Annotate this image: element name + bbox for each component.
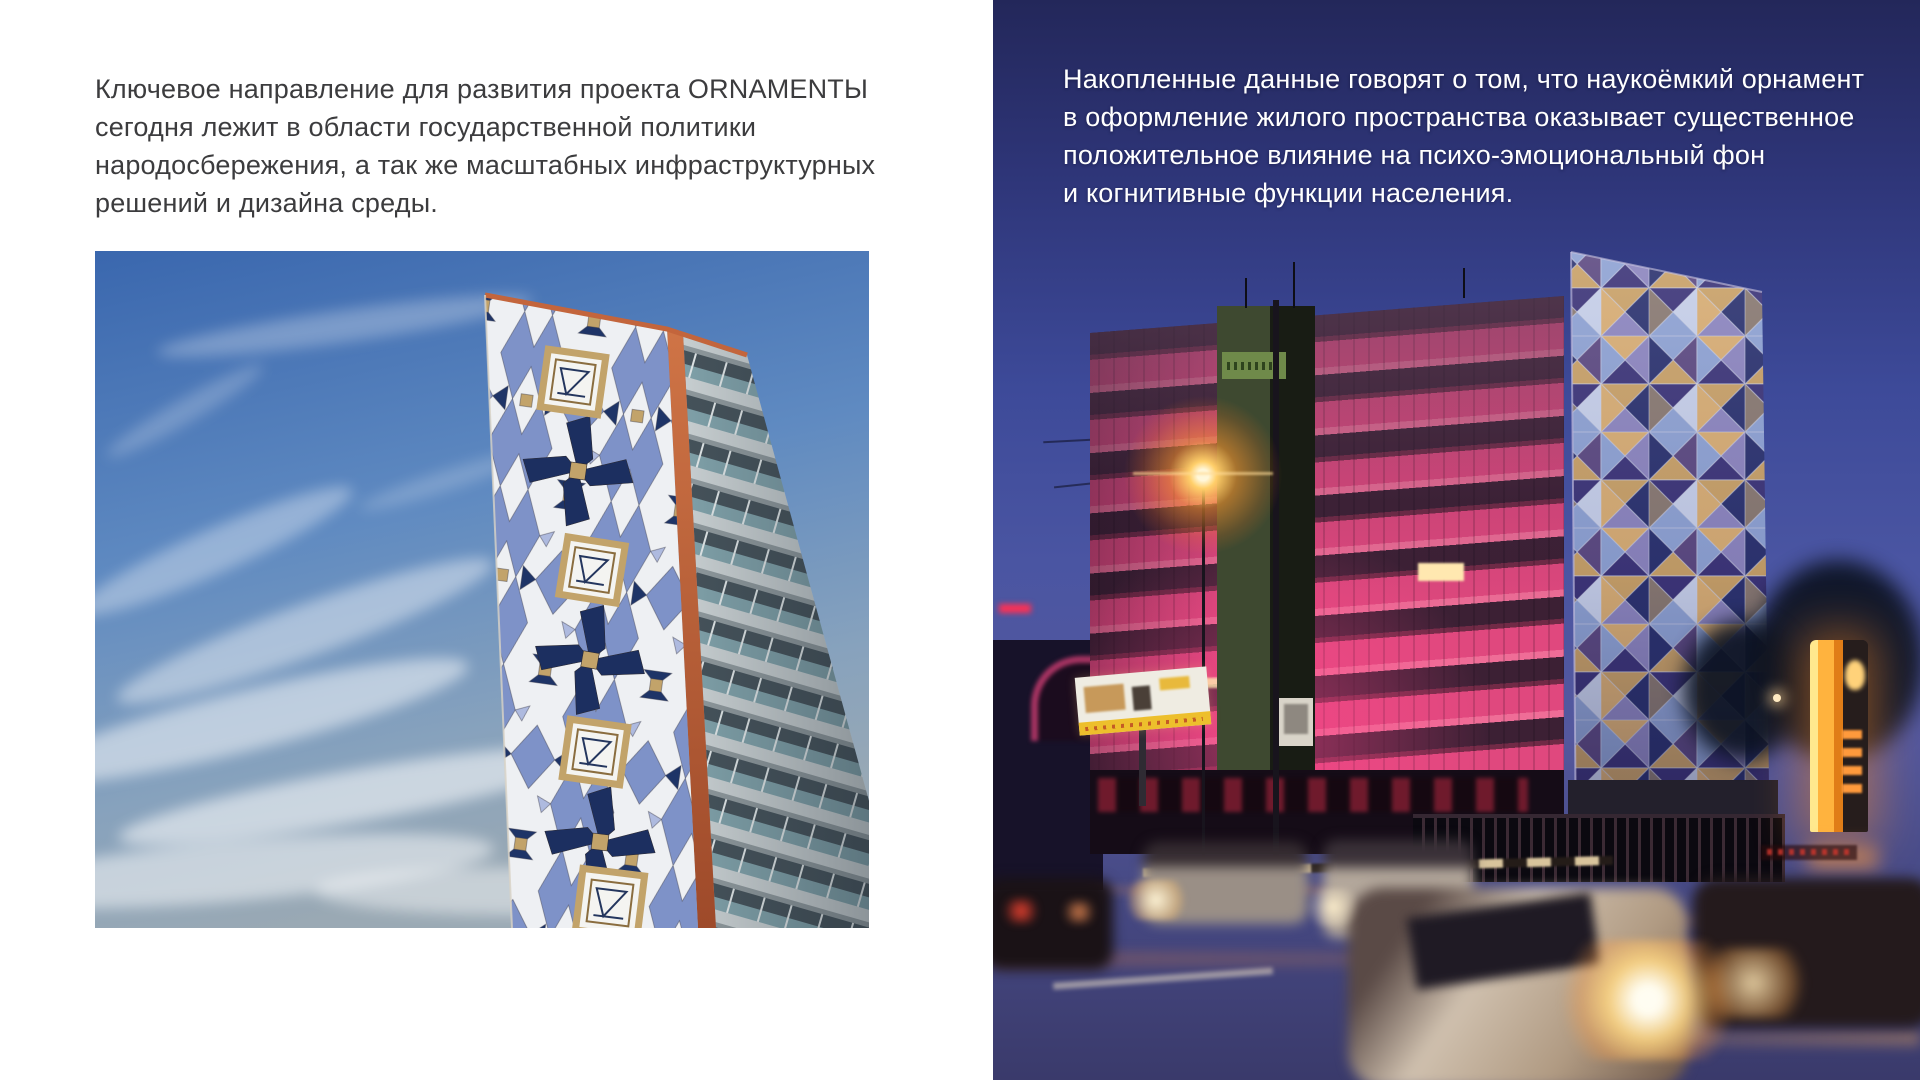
billboard-pole — [1139, 728, 1146, 806]
pylon-price-row — [1842, 730, 1862, 739]
street-lamp-glow — [1123, 395, 1283, 555]
pylon-price-row — [1842, 748, 1862, 757]
small-billboard — [1279, 698, 1313, 746]
pylon-price-row — [1842, 784, 1862, 793]
day-photo-illustration — [95, 251, 869, 928]
taillight-glow — [1059, 900, 1099, 924]
day-photo-ornament-building — [95, 251, 869, 928]
pylon-flame-logo — [1845, 660, 1865, 690]
red-neon-sign — [999, 604, 1031, 613]
paragraph-line: решений и дизайна среды. — [95, 188, 439, 218]
lamp-flare — [1133, 472, 1273, 475]
billboard — [1075, 666, 1212, 735]
paragraph-line: в оформление жилого пространства оказывает существенное — [1063, 102, 1855, 132]
antenna — [1463, 268, 1465, 298]
antenna — [1293, 262, 1295, 308]
paragraph-line: Накопленные данные говорят о том, что наукоёмкий орнамент — [1063, 64, 1865, 94]
ground-floor-windows — [1098, 778, 1528, 812]
concrete-pole — [1273, 300, 1279, 885]
pylon-price-row — [1842, 766, 1862, 775]
taillight-glow — [999, 898, 1043, 924]
night-photo-ornament-building — [993, 0, 1920, 1080]
paragraph-line: Ключевое направление для развития проекта ORNAMENTЫ — [95, 74, 869, 104]
headlight-glow — [1693, 948, 1813, 1018]
billboard-image — [1084, 684, 1126, 713]
distant-streetlight — [1773, 694, 1781, 702]
billboard-logo — [1159, 676, 1190, 691]
left-paragraph — [95, 70, 875, 222]
paragraph-line: сегодня лежит в области государственной политики — [95, 112, 757, 142]
billboard-image — [1132, 685, 1152, 710]
paragraph-line: и когнитивные функции населения. — [1063, 178, 1514, 208]
mosaic-gable-wall — [1553, 240, 1783, 860]
antenna — [1245, 278, 1247, 308]
lit-window — [1418, 563, 1464, 581]
dark-car — [993, 878, 1113, 970]
paragraph-line: народосбережения, а так же масштабных инфраструктурных — [95, 150, 876, 180]
right-paragraph — [1063, 60, 1864, 212]
headlight-glow — [1301, 888, 1365, 926]
paragraph-line: положительное влияние на психо-эмоциональный фон — [1063, 140, 1766, 170]
headlight-glow — [1121, 880, 1191, 920]
small-billboard-image — [1284, 704, 1308, 734]
tree-silhouette — [1683, 620, 1803, 760]
